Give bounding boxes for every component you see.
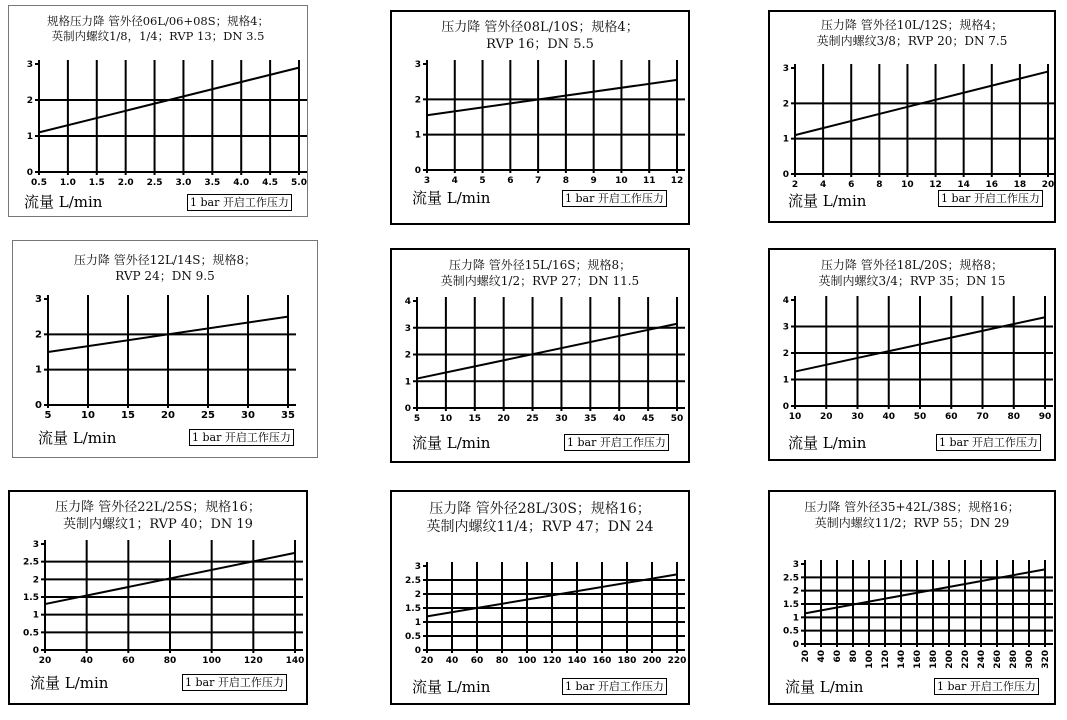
chart-plot	[13, 241, 318, 458]
x-tick-label: 20	[801, 650, 811, 663]
chart-title-line: 英制内螺纹11/4；RVP 47；DN 24	[426, 519, 654, 536]
chart-panel-4	[12, 240, 318, 458]
y-tick-label: 2	[792, 586, 799, 597]
x-tick-label: 20	[420, 656, 434, 666]
x-axis-title: 流量 L/min	[412, 678, 491, 696]
x-tick-label: 50	[670, 414, 684, 424]
x-tick-label: 60	[833, 650, 843, 663]
y-tick-label: 1.5	[405, 604, 421, 614]
x-tick-label: 80	[849, 650, 859, 663]
x-tick-label: 8	[876, 180, 883, 190]
y-tick-label: 2	[404, 350, 411, 361]
y-tick-label: 1	[32, 610, 39, 621]
x-tick-label: 220	[961, 650, 971, 669]
y-tick-label: 3	[404, 323, 411, 334]
y-tick-label: 1	[782, 375, 789, 386]
y-tick-label: 1	[414, 130, 421, 141]
chart-title-line: 英制内螺纹3/8；RVP 20；DN 7.5	[816, 33, 1008, 48]
x-tick-label: 4.5	[262, 178, 279, 188]
x-tick-label: 45	[641, 414, 655, 424]
x-tick-label: 60	[470, 656, 484, 666]
x-tick-label: 20	[497, 414, 510, 424]
x-tick-label: 80	[495, 656, 509, 666]
y-tick-label: 1	[414, 618, 421, 628]
y-tick-label: 3	[414, 60, 421, 70]
chart-plot	[392, 492, 690, 705]
y-tick-label: 2	[782, 349, 789, 359]
x-tick-label: 200	[945, 650, 955, 669]
chart-panel-8	[390, 490, 690, 705]
chart-title-line: 压力降 管外径15L/16S；规格8；	[448, 258, 632, 272]
x-tick-label: 14	[957, 180, 970, 190]
y-tick-label: 1	[792, 613, 799, 624]
y-tick-label: 0	[792, 640, 799, 650]
y-tick-label: 0	[26, 168, 33, 178]
x-tick-label: 1.0	[59, 178, 76, 188]
x-tick-label: 2.5	[146, 178, 163, 188]
x-tick-label: 100	[202, 656, 222, 666]
y-tick-label: 2	[414, 590, 421, 600]
opening-pressure-note: 1 bar 开启工作压力	[189, 429, 294, 446]
x-tick-label: 280	[1009, 650, 1019, 669]
y-tick-label: 3	[414, 562, 421, 572]
y-tick-label: 0.5	[783, 626, 799, 637]
x-tick-label: 4.0	[233, 178, 250, 188]
opening-pressure-note: 1 bar 开启工作压力	[182, 674, 287, 691]
chart-panel-6	[768, 248, 1056, 461]
chart-title-line: 压力降 管外径18L/20S；规格8；	[820, 258, 1004, 272]
x-tick-label: 120	[542, 656, 562, 666]
x-tick-label: 140	[897, 650, 907, 669]
x-tick-label: 35	[281, 410, 295, 421]
opening-pressure-note: 1 bar 开启工作压力	[936, 434, 1041, 451]
x-tick-label: 180	[929, 650, 939, 669]
x-tick-label: 5	[44, 410, 52, 421]
chart-panel-3	[768, 10, 1056, 223]
x-tick-label: 25	[201, 410, 215, 421]
x-axis-title: 流量 L/min	[788, 434, 867, 452]
x-tick-label: 4	[451, 176, 458, 186]
x-axis-title: 流量 L/min	[412, 434, 491, 452]
x-tick-label: 40	[612, 414, 626, 424]
x-tick-label: 60	[122, 656, 135, 666]
chart-title-line: 英制内螺纹3/4；RVP 35；DN 15	[818, 273, 1006, 288]
chart-title-line: 英制内螺纹1；RVP 40；DN 19	[63, 516, 253, 532]
x-tick-label: 90	[1038, 412, 1052, 422]
chart-plot	[770, 250, 1056, 461]
chart-panel-7	[8, 490, 308, 705]
x-tick-label: 160	[913, 650, 923, 669]
y-tick-label: 1.5	[23, 593, 39, 603]
x-tick-label: 20	[38, 656, 52, 666]
x-tick-label: 7	[534, 176, 542, 186]
x-tick-label: 70	[976, 412, 989, 422]
x-tick-label: 25	[526, 414, 539, 424]
x-tick-label: 12	[929, 180, 942, 190]
y-tick-label: 1	[26, 132, 33, 142]
x-tick-label: 15	[468, 414, 482, 424]
x-tick-label: 80	[1007, 412, 1021, 422]
x-tick-label: 3	[423, 176, 431, 186]
x-tick-label: 5.0	[291, 178, 307, 188]
chart-panel-5	[390, 248, 690, 463]
x-tick-label: 200	[642, 656, 662, 666]
y-tick-label: 2	[414, 95, 421, 106]
x-tick-label: 6	[507, 176, 514, 186]
y-tick-label: 0	[404, 404, 411, 414]
y-tick-label: 3	[26, 60, 33, 70]
chart-title-line: 压力降 管外径22L/25S；规格16；	[55, 500, 261, 515]
y-tick-label: 1.5	[783, 600, 799, 610]
opening-pressure-note: 1 bar 开启工作压力	[938, 190, 1043, 207]
chart-plot	[9, 6, 308, 217]
x-tick-label: 30	[241, 410, 255, 421]
chart-title-line: 规格压力降 管外径06L/06+08S；规格4；	[47, 14, 269, 28]
y-tick-label: 3	[35, 294, 42, 305]
x-tick-label: 180	[617, 656, 637, 666]
y-tick-label: 2	[35, 329, 42, 341]
x-tick-label: 240	[977, 650, 987, 669]
x-tick-label: 220	[667, 656, 687, 666]
x-tick-label: 10	[901, 180, 914, 190]
x-tick-label: 6	[848, 180, 855, 190]
x-tick-label: 10	[615, 176, 628, 186]
x-tick-label: 120	[243, 656, 263, 666]
x-axis-title: 流量 L/min	[24, 193, 103, 211]
opening-pressure-note: 1 bar 开启工作压力	[564, 434, 669, 451]
x-axis-title: 流量 L/min	[38, 429, 117, 447]
x-tick-label: 0.5	[31, 178, 47, 188]
x-tick-label: 30	[851, 412, 864, 422]
x-tick-label: 4	[819, 180, 827, 190]
x-tick-label: 20	[1041, 180, 1055, 190]
y-tick-label: 0	[414, 646, 421, 656]
x-tick-label: 10	[788, 412, 802, 422]
x-tick-label: 50	[913, 412, 927, 422]
y-tick-label: 0	[414, 166, 421, 176]
x-tick-label: 5	[413, 414, 421, 424]
y-tick-label: 2.5	[783, 573, 799, 584]
y-tick-label: 4	[404, 297, 411, 307]
x-tick-label: 320	[1041, 650, 1051, 669]
y-tick-label: 0	[782, 170, 789, 180]
x-tick-label: 10	[439, 414, 453, 424]
chart-title-line: RVP 24；DN 9.5	[115, 268, 215, 283]
y-tick-label: 1	[35, 364, 42, 376]
x-tick-label: 12	[670, 176, 684, 186]
chart-plot	[770, 492, 1056, 705]
x-tick-label: 40	[80, 656, 93, 666]
pressure-drop-series-line	[417, 324, 677, 379]
chart-panel-1	[8, 5, 308, 217]
chart-panel-2	[390, 10, 690, 225]
x-tick-label: 140	[285, 656, 305, 666]
chart-title-line: 英制内螺纹1/8，1/4；RVP 13；DN 3.5	[51, 28, 265, 43]
y-tick-label: 3	[782, 322, 789, 333]
pressure-drop-series-line	[427, 80, 677, 115]
x-tick-label: 100	[517, 656, 537, 666]
x-axis-title: 流量 L/min	[412, 189, 491, 207]
opening-pressure-note: 1 bar 开启工作压力	[934, 678, 1039, 695]
x-tick-label: 2.0	[117, 178, 134, 188]
x-axis-title: 流量 L/min	[785, 678, 864, 696]
y-tick-label: 0	[782, 402, 789, 412]
opening-pressure-note: 1 bar 开启工作压力	[562, 678, 667, 695]
x-tick-label: 120	[881, 650, 891, 669]
x-tick-label: 9	[590, 176, 597, 186]
x-axis-title: 流量 L/min	[788, 192, 867, 210]
x-tick-label: 60	[944, 412, 958, 422]
x-tick-label: 18	[1013, 180, 1027, 190]
x-tick-label: 20	[819, 412, 833, 422]
y-tick-label: 2	[26, 96, 33, 106]
x-tick-label: 1.5	[88, 178, 105, 188]
chart-title-line: 压力降 管外径12L/14S；规格8；	[73, 253, 257, 267]
opening-pressure-note: 1 bar 开启工作压力	[562, 190, 667, 207]
x-axis-title: 流量 L/min	[30, 674, 109, 692]
chart-title-line: RVP 16；DN 5.5	[486, 36, 594, 52]
y-tick-label: 2.5	[405, 576, 421, 586]
x-tick-label: 40	[882, 412, 896, 422]
chart-title-line: 压力降 管外径28L/30S；规格16；	[429, 501, 651, 517]
y-tick-label: 0.5	[405, 632, 421, 642]
x-tick-label: 140	[567, 656, 587, 666]
y-tick-label: 2	[32, 575, 39, 586]
chart-title-line: 压力降 管外径10L/12S；规格4；	[820, 18, 1004, 32]
x-tick-label: 100	[865, 650, 875, 669]
x-tick-label: 11	[642, 176, 656, 186]
x-tick-label: 5	[479, 176, 486, 186]
x-tick-label: 300	[1025, 650, 1035, 669]
x-tick-label: 3.5	[204, 178, 221, 188]
y-tick-label: 1	[782, 134, 789, 145]
y-tick-label: 0.5	[23, 628, 39, 639]
x-tick-label: 15	[121, 410, 135, 421]
y-tick-label: 3	[792, 560, 799, 570]
x-tick-label: 16	[985, 180, 999, 190]
x-tick-label: 40	[445, 656, 459, 666]
chart-title-line: 压力降 管外径35+42L/38S；规格16；	[804, 500, 1020, 514]
chart-title-line: 压力降 管外径08L/10S；规格4；	[441, 20, 639, 35]
y-tick-label: 2.5	[23, 557, 39, 568]
y-tick-label: 0	[35, 400, 42, 411]
y-tick-label: 4	[782, 296, 789, 306]
chart-title-line: 英制内螺纹11/2；RVP 55；DN 29	[814, 515, 1010, 530]
x-tick-label: 2	[791, 180, 799, 190]
x-tick-label: 20	[161, 410, 175, 421]
chart-title-line: 英制内螺纹1/2；RVP 27；DN 11.5	[440, 273, 640, 288]
y-tick-label: 3	[32, 540, 39, 550]
y-tick-label: 0	[32, 646, 39, 656]
x-tick-label: 260	[993, 650, 1003, 669]
opening-pressure-note: 1 bar 开启工作压力	[187, 194, 292, 211]
x-tick-label: 8	[562, 176, 570, 186]
x-tick-label: 3.0	[175, 178, 192, 188]
y-tick-label: 3	[782, 64, 789, 74]
y-tick-label: 1	[404, 377, 411, 388]
x-tick-label: 160	[592, 656, 612, 666]
x-tick-label: 30	[555, 414, 568, 424]
x-tick-label: 35	[584, 414, 597, 424]
x-tick-label: 40	[817, 650, 827, 663]
y-tick-label: 2	[782, 99, 789, 110]
chart-panel-9	[768, 490, 1056, 705]
x-tick-label: 10	[81, 410, 95, 421]
x-tick-label: 80	[163, 656, 177, 666]
